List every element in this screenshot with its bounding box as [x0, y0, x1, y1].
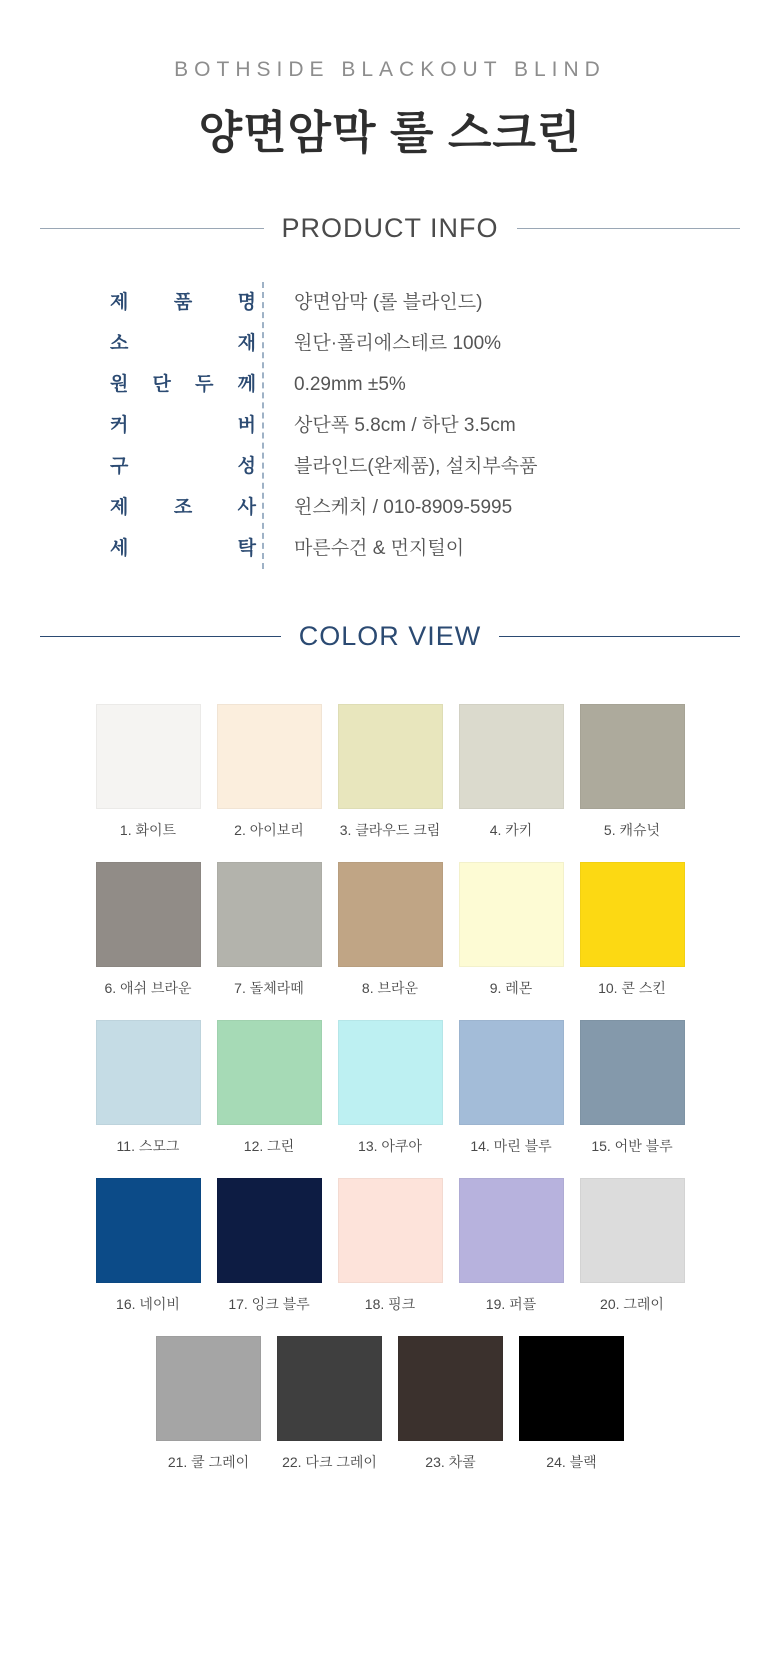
- color-swatch[interactable]: [96, 704, 201, 809]
- label-char: 께: [237, 374, 256, 395]
- product-info-row-label: [110, 405, 262, 446]
- label-char: 제: [110, 497, 129, 518]
- color-swatch-cell[interactable]: [96, 1020, 201, 1156]
- color-swatch[interactable]: [338, 1020, 443, 1125]
- color-swatch[interactable]: [338, 862, 443, 967]
- product-info-row-value: 원단·폴리에스테르 100%: [294, 333, 502, 354]
- label-char: 사: [237, 497, 256, 518]
- color-swatch[interactable]: [96, 1178, 201, 1283]
- product-info-table: [110, 282, 670, 569]
- color-swatch-cell[interactable]: [459, 1178, 564, 1314]
- product-info-row-value: 양면암막 (롤 블라인드): [294, 292, 483, 313]
- product-info-row-label: [110, 487, 262, 528]
- color-swatch[interactable]: [580, 704, 685, 809]
- color-swatch-cell[interactable]: [519, 1336, 624, 1472]
- product-info-row-label: [110, 364, 262, 405]
- color-swatch-cell[interactable]: [338, 1020, 443, 1156]
- page-header: [0, 0, 780, 161]
- label-char: 소: [110, 333, 129, 354]
- color-swatch-cell[interactable]: [338, 862, 443, 998]
- product-info-row-value: 마른수건 & 먼지털이: [294, 538, 465, 559]
- color-view-title: COLOR VIEW: [298, 621, 482, 651]
- color-swatch-cell[interactable]: [459, 704, 564, 840]
- color-row: [80, 1020, 700, 1156]
- label-char: 단: [152, 374, 171, 395]
- product-info-values: [262, 282, 670, 569]
- color-swatch-label: 16. 네이비: [116, 1296, 180, 1312]
- label-char: 구: [110, 456, 129, 477]
- color-swatch-label: 19. 퍼플: [485, 1296, 537, 1312]
- product-info-row-label: [110, 446, 262, 487]
- product-info-labels: [110, 282, 262, 569]
- label-char: 성: [237, 456, 256, 477]
- color-swatch-label: 12. 그린: [243, 1138, 295, 1154]
- color-swatch-label: 22. 다크 그레이: [282, 1454, 377, 1470]
- product-info-row-label: [110, 323, 262, 364]
- divider-line-left: [40, 228, 264, 229]
- label-char: 재: [237, 333, 256, 354]
- color-swatch[interactable]: [156, 1336, 261, 1441]
- label-char: 조: [173, 497, 193, 518]
- product-info-heading: [40, 161, 740, 244]
- color-swatch-label: 9. 레몬: [489, 980, 533, 996]
- color-swatch-cell[interactable]: [398, 1336, 503, 1472]
- label-char: 두: [195, 374, 214, 395]
- color-swatch-label: 15. 어반 블루: [591, 1138, 673, 1154]
- color-swatch[interactable]: [217, 704, 322, 809]
- color-swatch[interactable]: [217, 1178, 322, 1283]
- divider-line-right: [517, 228, 741, 229]
- color-swatch-label: 23. 차콜: [425, 1454, 476, 1470]
- color-swatch-cell[interactable]: [459, 862, 564, 998]
- color-swatch[interactable]: [459, 1020, 564, 1125]
- color-view-heading: [40, 569, 740, 652]
- color-swatch-cell[interactable]: [217, 1020, 322, 1156]
- color-row: [80, 1178, 700, 1314]
- product-info-row-value: 블라인드(완제품), 설치부속품: [294, 456, 538, 477]
- color-swatch-cell[interactable]: [580, 862, 685, 998]
- label-char: 세: [110, 538, 129, 559]
- color-swatch-label: 5. 캐슈넛: [603, 822, 661, 838]
- color-swatch[interactable]: [217, 1020, 322, 1125]
- color-swatch[interactable]: [459, 1178, 564, 1283]
- english-title: BOTHSIDE BLACKOUT BLIND: [174, 58, 606, 81]
- bottom-spacer: [0, 1494, 780, 1564]
- color-swatch-cell[interactable]: [96, 862, 201, 998]
- color-swatch-cell[interactable]: [156, 1336, 261, 1472]
- color-swatch-label: 7. 돌체라떼: [234, 980, 304, 996]
- color-swatch-cell[interactable]: [338, 1178, 443, 1314]
- color-swatch-cell[interactable]: [580, 704, 685, 840]
- color-swatch-cell[interactable]: [580, 1178, 685, 1314]
- color-row: [80, 862, 700, 998]
- divider-line-right: [499, 636, 740, 637]
- color-swatch[interactable]: [96, 862, 201, 967]
- color-swatch-label: 3. 클라우드 크림: [339, 822, 441, 838]
- color-swatch[interactable]: [580, 1020, 685, 1125]
- color-swatch[interactable]: [277, 1336, 382, 1441]
- color-swatch[interactable]: [459, 862, 564, 967]
- color-swatch-cell[interactable]: [96, 704, 201, 840]
- color-swatch-cell[interactable]: [459, 1020, 564, 1156]
- color-swatch-label: 4. 카키: [489, 822, 533, 838]
- product-info-row-value: 상단폭 5.8cm / 하단 3.5cm: [294, 415, 516, 436]
- color-row: [80, 704, 700, 840]
- label-char: 명: [237, 292, 256, 313]
- product-info-row-label: [110, 528, 262, 569]
- color-swatch-label: 11. 스모그: [116, 1138, 180, 1154]
- color-swatch[interactable]: [338, 704, 443, 809]
- color-swatch-label: 1. 화이트: [119, 822, 177, 838]
- color-swatch-grid: [80, 704, 700, 1472]
- color-swatch-cell[interactable]: [217, 704, 322, 840]
- label-char: 품: [173, 292, 193, 313]
- color-swatch[interactable]: [96, 1020, 201, 1125]
- product-info-row-value: 0.29mm ±5%: [294, 374, 406, 395]
- color-swatch-label: 20. 그레이: [600, 1296, 664, 1312]
- divider-line-left: [40, 636, 281, 637]
- label-char: 버: [237, 415, 256, 436]
- label-char: 커: [110, 415, 129, 436]
- color-swatch-label: 17. 잉크 블루: [228, 1296, 310, 1312]
- korean-title: 양면암막 롤 스크린: [198, 107, 582, 158]
- color-swatch[interactable]: [398, 1336, 503, 1441]
- color-swatch-label: 2. 아이보리: [234, 822, 304, 838]
- color-swatch-cell[interactable]: [338, 704, 443, 840]
- product-info-row-value: 윈스케치 / 010-8909-5995: [294, 497, 513, 518]
- color-swatch-label: 13. 아쿠아: [358, 1138, 422, 1154]
- color-swatch[interactable]: [580, 862, 685, 967]
- product-info-row-label: [110, 282, 262, 323]
- label-char: 원: [110, 374, 129, 395]
- color-row: [80, 1336, 700, 1472]
- color-swatch[interactable]: [580, 1178, 685, 1283]
- color-swatch-label: 8. 브라운: [361, 980, 419, 996]
- color-swatch-cell[interactable]: [217, 1178, 322, 1314]
- color-swatch-label: 24. 블랙: [546, 1454, 597, 1470]
- color-swatch-label: 10. 콘 스킨: [598, 980, 666, 996]
- label-char: 탁: [237, 538, 256, 559]
- color-swatch-label: 21. 쿨 그레이: [167, 1454, 250, 1470]
- color-swatch[interactable]: [217, 862, 322, 967]
- label-char: 제: [110, 292, 129, 313]
- color-swatch[interactable]: [338, 1178, 443, 1283]
- color-swatch-cell[interactable]: [277, 1336, 382, 1472]
- color-swatch-label: 6. 애쉬 브라운: [104, 980, 192, 996]
- color-swatch-cell[interactable]: [96, 1178, 201, 1314]
- product-info-title: PRODUCT INFO: [281, 213, 499, 243]
- color-swatch-label: 18. 핑크: [364, 1296, 416, 1312]
- color-swatch[interactable]: [459, 704, 564, 809]
- color-swatch-cell[interactable]: [580, 1020, 685, 1156]
- color-swatch-cell[interactable]: [217, 862, 322, 998]
- color-swatch-label: 14. 마린 블루: [470, 1138, 552, 1154]
- color-swatch[interactable]: [519, 1336, 624, 1441]
